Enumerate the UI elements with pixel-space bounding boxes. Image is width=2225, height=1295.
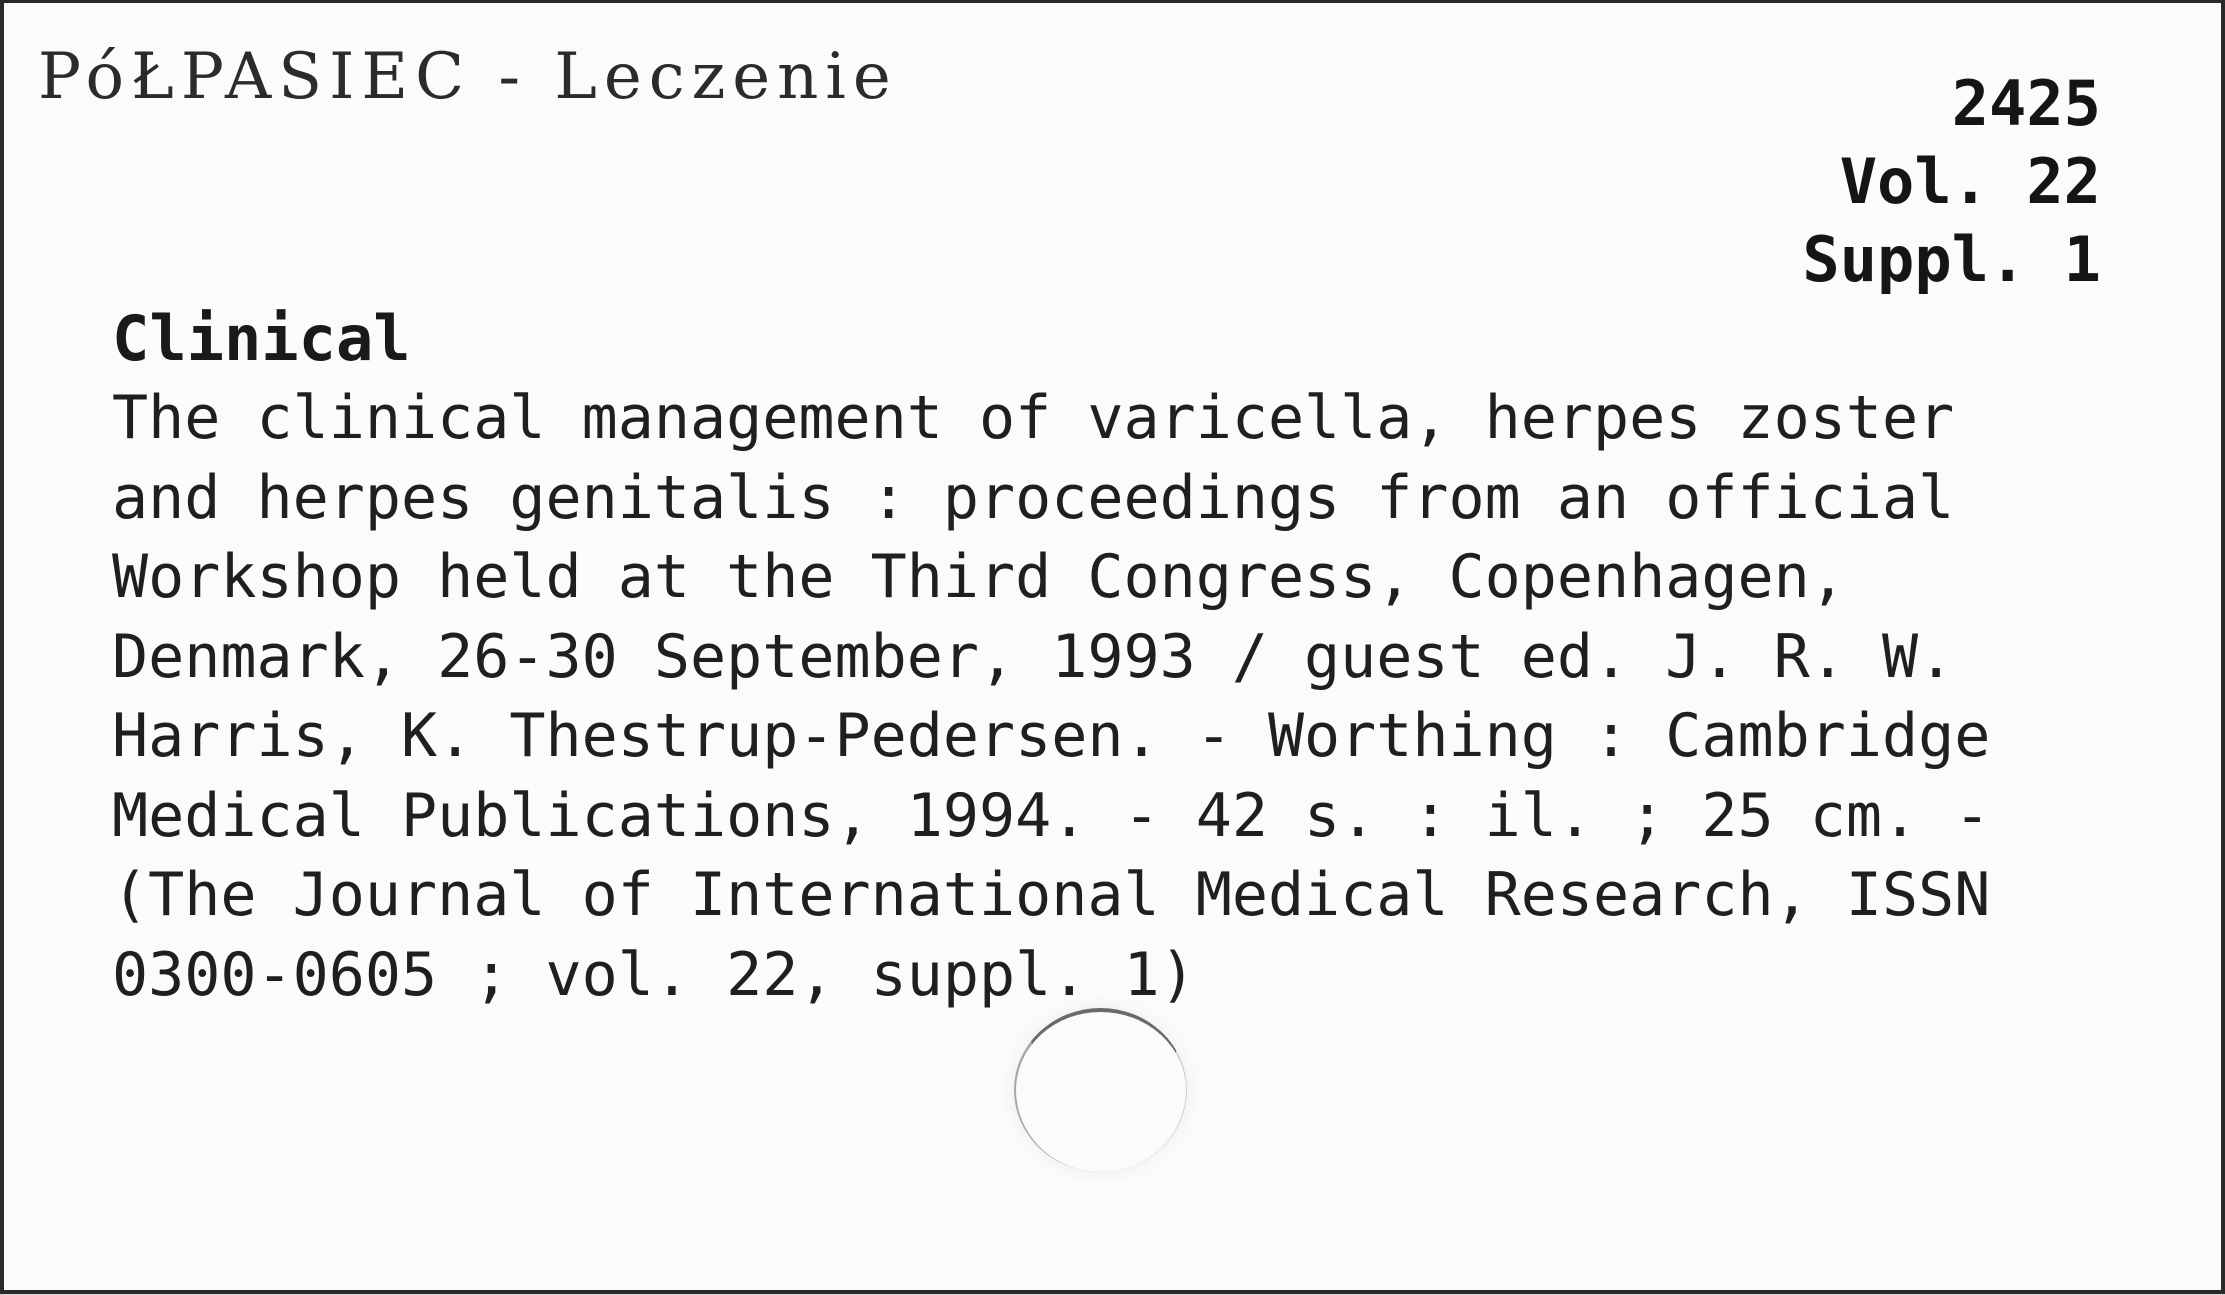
description-line: Harris, K. Thestrup-Pedersen. - Worthing : Cambridge <box>112 701 1991 771</box>
bibliographic-description <box>112 379 2192 1015</box>
description-line: The clinical management of varicella, herpes zoster <box>112 383 1955 453</box>
description-line: Workshop held at the Third Congress, Copenhagen, <box>112 542 1846 612</box>
call-number-line: Vol. 22 <box>1839 145 2101 218</box>
description-line: Medical Publications, 1994. - 42 s. : il. ; 25 cm. - <box>112 780 1991 851</box>
description-line: 0300-0605 ; vol. 22, suppl. 1) <box>112 939 1196 1010</box>
description-line: Denmark, 26-30 September, 1993 / guest ed. J. R. W. <box>112 621 1955 692</box>
punch-hole <box>1014 1008 1187 1172</box>
description-line: (The Journal of International Medical Research, ISSN <box>112 860 1991 930</box>
main-entry: Clinical <box>112 302 411 375</box>
call-number-line: Suppl. 1 <box>1802 223 2101 296</box>
call-number <box>1802 65 2101 299</box>
subject-heading: PóŁPASIEC - Leczenie <box>38 40 898 114</box>
call-number-line: 2425 <box>1951 67 2101 140</box>
description-line: and herpes genitalis : proceedings from an official <box>112 462 1955 533</box>
